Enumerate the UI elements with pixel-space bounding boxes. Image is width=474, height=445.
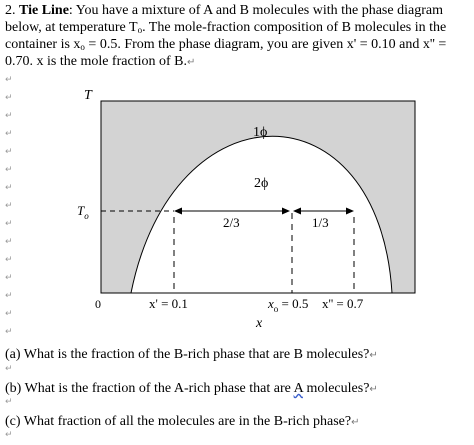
problem-title: Tie Line <box>19 3 69 18</box>
question-a <box>5 346 378 364</box>
x-prime-label: x' = 0.1 <box>149 296 188 311</box>
paragraph-mark: ↵ <box>369 350 378 361</box>
return-mark: ↵ <box>5 430 13 440</box>
problem-line-3-rest: = 0.5. From the phase diagram, you are given x' = 0.10 and x'' = <box>84 37 447 52</box>
lever-left-label: 2/3 <box>223 215 240 230</box>
return-mark: ↵ <box>5 397 13 407</box>
problem-line-4-text: 0.70. x is the mole fraction of B. <box>5 54 187 69</box>
lever-right-label: 1/3 <box>312 215 329 230</box>
t0-label: $T_o$ <box>77 203 89 221</box>
problem-line-1-text: : You have a mixture of A and B molecules with the phase diagram <box>68 3 443 18</box>
paragraph-mark: ↵ <box>186 57 196 68</box>
origin-label: 0 <box>95 297 101 311</box>
return-mark: ↵ <box>5 364 13 374</box>
question-b-text-end: molecules? <box>302 381 370 396</box>
paragraph-mark: ↵ <box>369 384 378 395</box>
return-mark: ↵ <box>5 291 13 301</box>
question-a-text: (a) What is the fraction of the B-rich phase that are B molecules? <box>5 347 370 362</box>
return-mark: ↵ <box>5 273 13 283</box>
problem-number: 2. <box>5 3 16 18</box>
question-b-underlined-word: A <box>293 381 303 396</box>
x-double-prime-label: x'' = 0.7 <box>322 296 364 311</box>
return-mark: ↵ <box>5 183 13 193</box>
return-mark: ↵ <box>5 165 13 175</box>
return-mark: ↵ <box>5 147 13 157</box>
problem-line-2-rest: . The mole-fraction composition of B molecules in the <box>142 20 447 35</box>
one-phase-label: 1ϕ <box>253 125 268 140</box>
two-phase-label: 2ϕ <box>254 176 269 191</box>
t0-subscript: o <box>137 25 143 35</box>
return-mark: ↵ <box>5 75 13 85</box>
return-mark: ↵ <box>5 93 13 103</box>
question-b <box>5 380 378 398</box>
x0-label: $x_o = 0.5$ <box>268 296 309 314</box>
y-axis-label: T <box>84 88 92 103</box>
question-c-text: (c) What fraction of all the molecules are in the B-rich phase? <box>5 414 352 429</box>
return-mark: ↵ <box>5 129 13 139</box>
problem-line-3-text: container is x <box>5 37 81 52</box>
return-mark: ↵ <box>5 237 13 247</box>
paragraph-mark: ↵ <box>351 417 360 428</box>
return-mark: ↵ <box>5 201 13 211</box>
x-axis-label: x <box>256 316 263 331</box>
question-c <box>5 413 359 431</box>
return-mark: ↵ <box>5 111 13 121</box>
return-mark: ↵ <box>5 255 13 265</box>
return-mark: ↵ <box>5 219 13 229</box>
return-mark: ↵ <box>5 327 13 337</box>
x0-subscript: o <box>80 42 85 52</box>
return-mark: ↵ <box>5 309 13 319</box>
problem-line-2-text: below, at temperature T <box>5 20 138 35</box>
question-b-text: (b) What is the fraction of the A-rich phase that are <box>5 381 294 396</box>
